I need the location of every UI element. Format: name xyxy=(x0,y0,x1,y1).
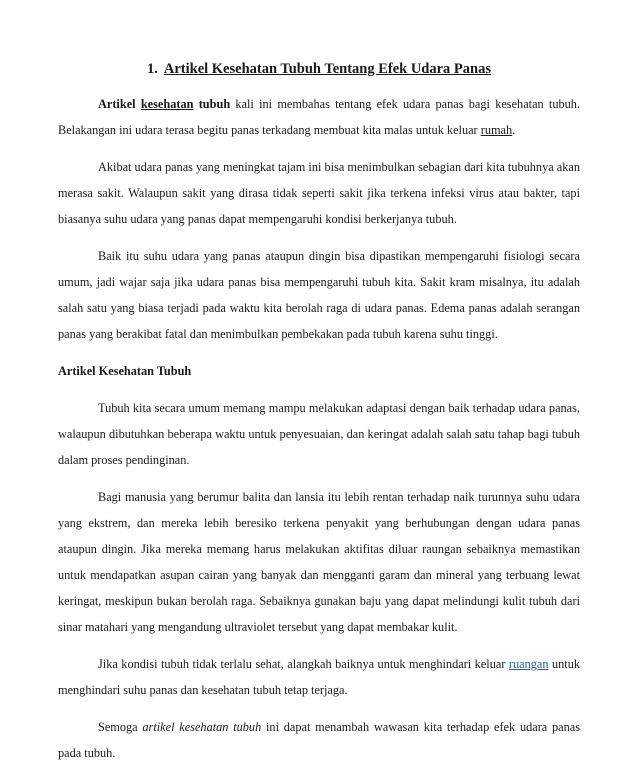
paragraph-4: Tubuh kita secara umum memang mampu melakukan adaptasi dengan baik terhadap udara panas, walaupun dibutuhkan beberapa waktu untuk penyesuaian, dan keringat adalah salah satu tahap bagi tubuh dalam proses pendinginan. xyxy=(58,401,580,467)
paragraph-1 xyxy=(58,91,580,143)
paragraph-1-end: . xyxy=(512,123,516,137)
subheading: Artikel Kesehatan Tubuh xyxy=(58,364,192,378)
paragraph-1-text: kali ini membahas tentang efek udara panas bagi kesehatan tubuh. Belakangan ini udara terasa begitu panas terkadang membuat kita malas untuk keluar xyxy=(58,97,580,137)
paragraph-7-end: ini dapat menambah wawasan kita terhadap efek udara panas pada tubuh. xyxy=(58,720,581,760)
heading-title: Artikel Kesehatan Tubuh Tentang Efek Udara Panas xyxy=(163,61,491,77)
bold-word-kesehatan: kesehatan xyxy=(140,97,194,111)
paragraph-7-text: Semoga xyxy=(98,720,138,734)
paragraph-6 xyxy=(58,651,580,703)
paragraph-6-end: untuk menghindari suhu panas dan kesehatan tubuh tetap terjaga. xyxy=(58,657,580,697)
link-ruangan[interactable]: ruangan xyxy=(508,657,549,671)
article-heading xyxy=(0,61,638,78)
paragraph-5: Bagi manusia yang berumur balita dan lansia itu lebih rentan terhadap naik turunnya suhu udara yang ekstrem, dan mereka lebih beresiko terkena penyakit yang berhubungan dengan udara panas ataupun dingin. Jika mereka memang harus melakukan aktifitas diluar raungan sebaiknya memastikan untuk mendapatkan asupan cairan yang banyak dan mengganti garam dan mineral yang terbuang lewat keringat, meskipun bukan berolah raga. Sebaiknya gunakan baju yang dapat melindungi kulit tubuh dari sinar matahari yang mengandung ultraviolet tersebut yang dapat membakar kulit. xyxy=(58,490,580,634)
article-body xyxy=(58,91,580,777)
paragraph-6-text: Jika kondisi tubuh tidak terlalu sehat, alangkah baiknya untuk menghindari keluar xyxy=(98,657,506,671)
heading-number: 1. xyxy=(146,61,158,77)
bold-word-tubuh: tubuh xyxy=(198,97,231,111)
bold-word-artikel: Artikel xyxy=(98,97,136,111)
paragraph-2: Akibat udara panas yang meningkat tajam ini bisa menimbulkan sebagian dari kita tubuhnya akan merasa sakit. Walaupun sakit yang dirasa tidak seperti sakit jika terkena infeksi virus atau bakter, tapi biasanya suhu udara yang panas dapat mempengaruhi kondisi berkerjanya tubuh. xyxy=(58,160,580,226)
link-rumah[interactable]: rumah xyxy=(480,123,513,137)
paragraph-7 xyxy=(58,714,580,766)
paragraph-3: Baik itu suhu udara yang panas ataupun dingin bisa dipastikan mempengaruhi fisiologi secara umum, jadi wajar saja jika udara panas bisa mempengaruhi tubuh kita. Sakit kram misalnya, itu adalah salah satu yang biasa terjadi pada waktu kita berolah raga di udara panas. Edema panas adalah serangan panas yang berakibat fatal dan menimbulkan pembekakan pada tubuh karena suhu tinggi. xyxy=(58,249,580,341)
italic-phrase: artikel kesehatan tubuh xyxy=(142,720,262,734)
